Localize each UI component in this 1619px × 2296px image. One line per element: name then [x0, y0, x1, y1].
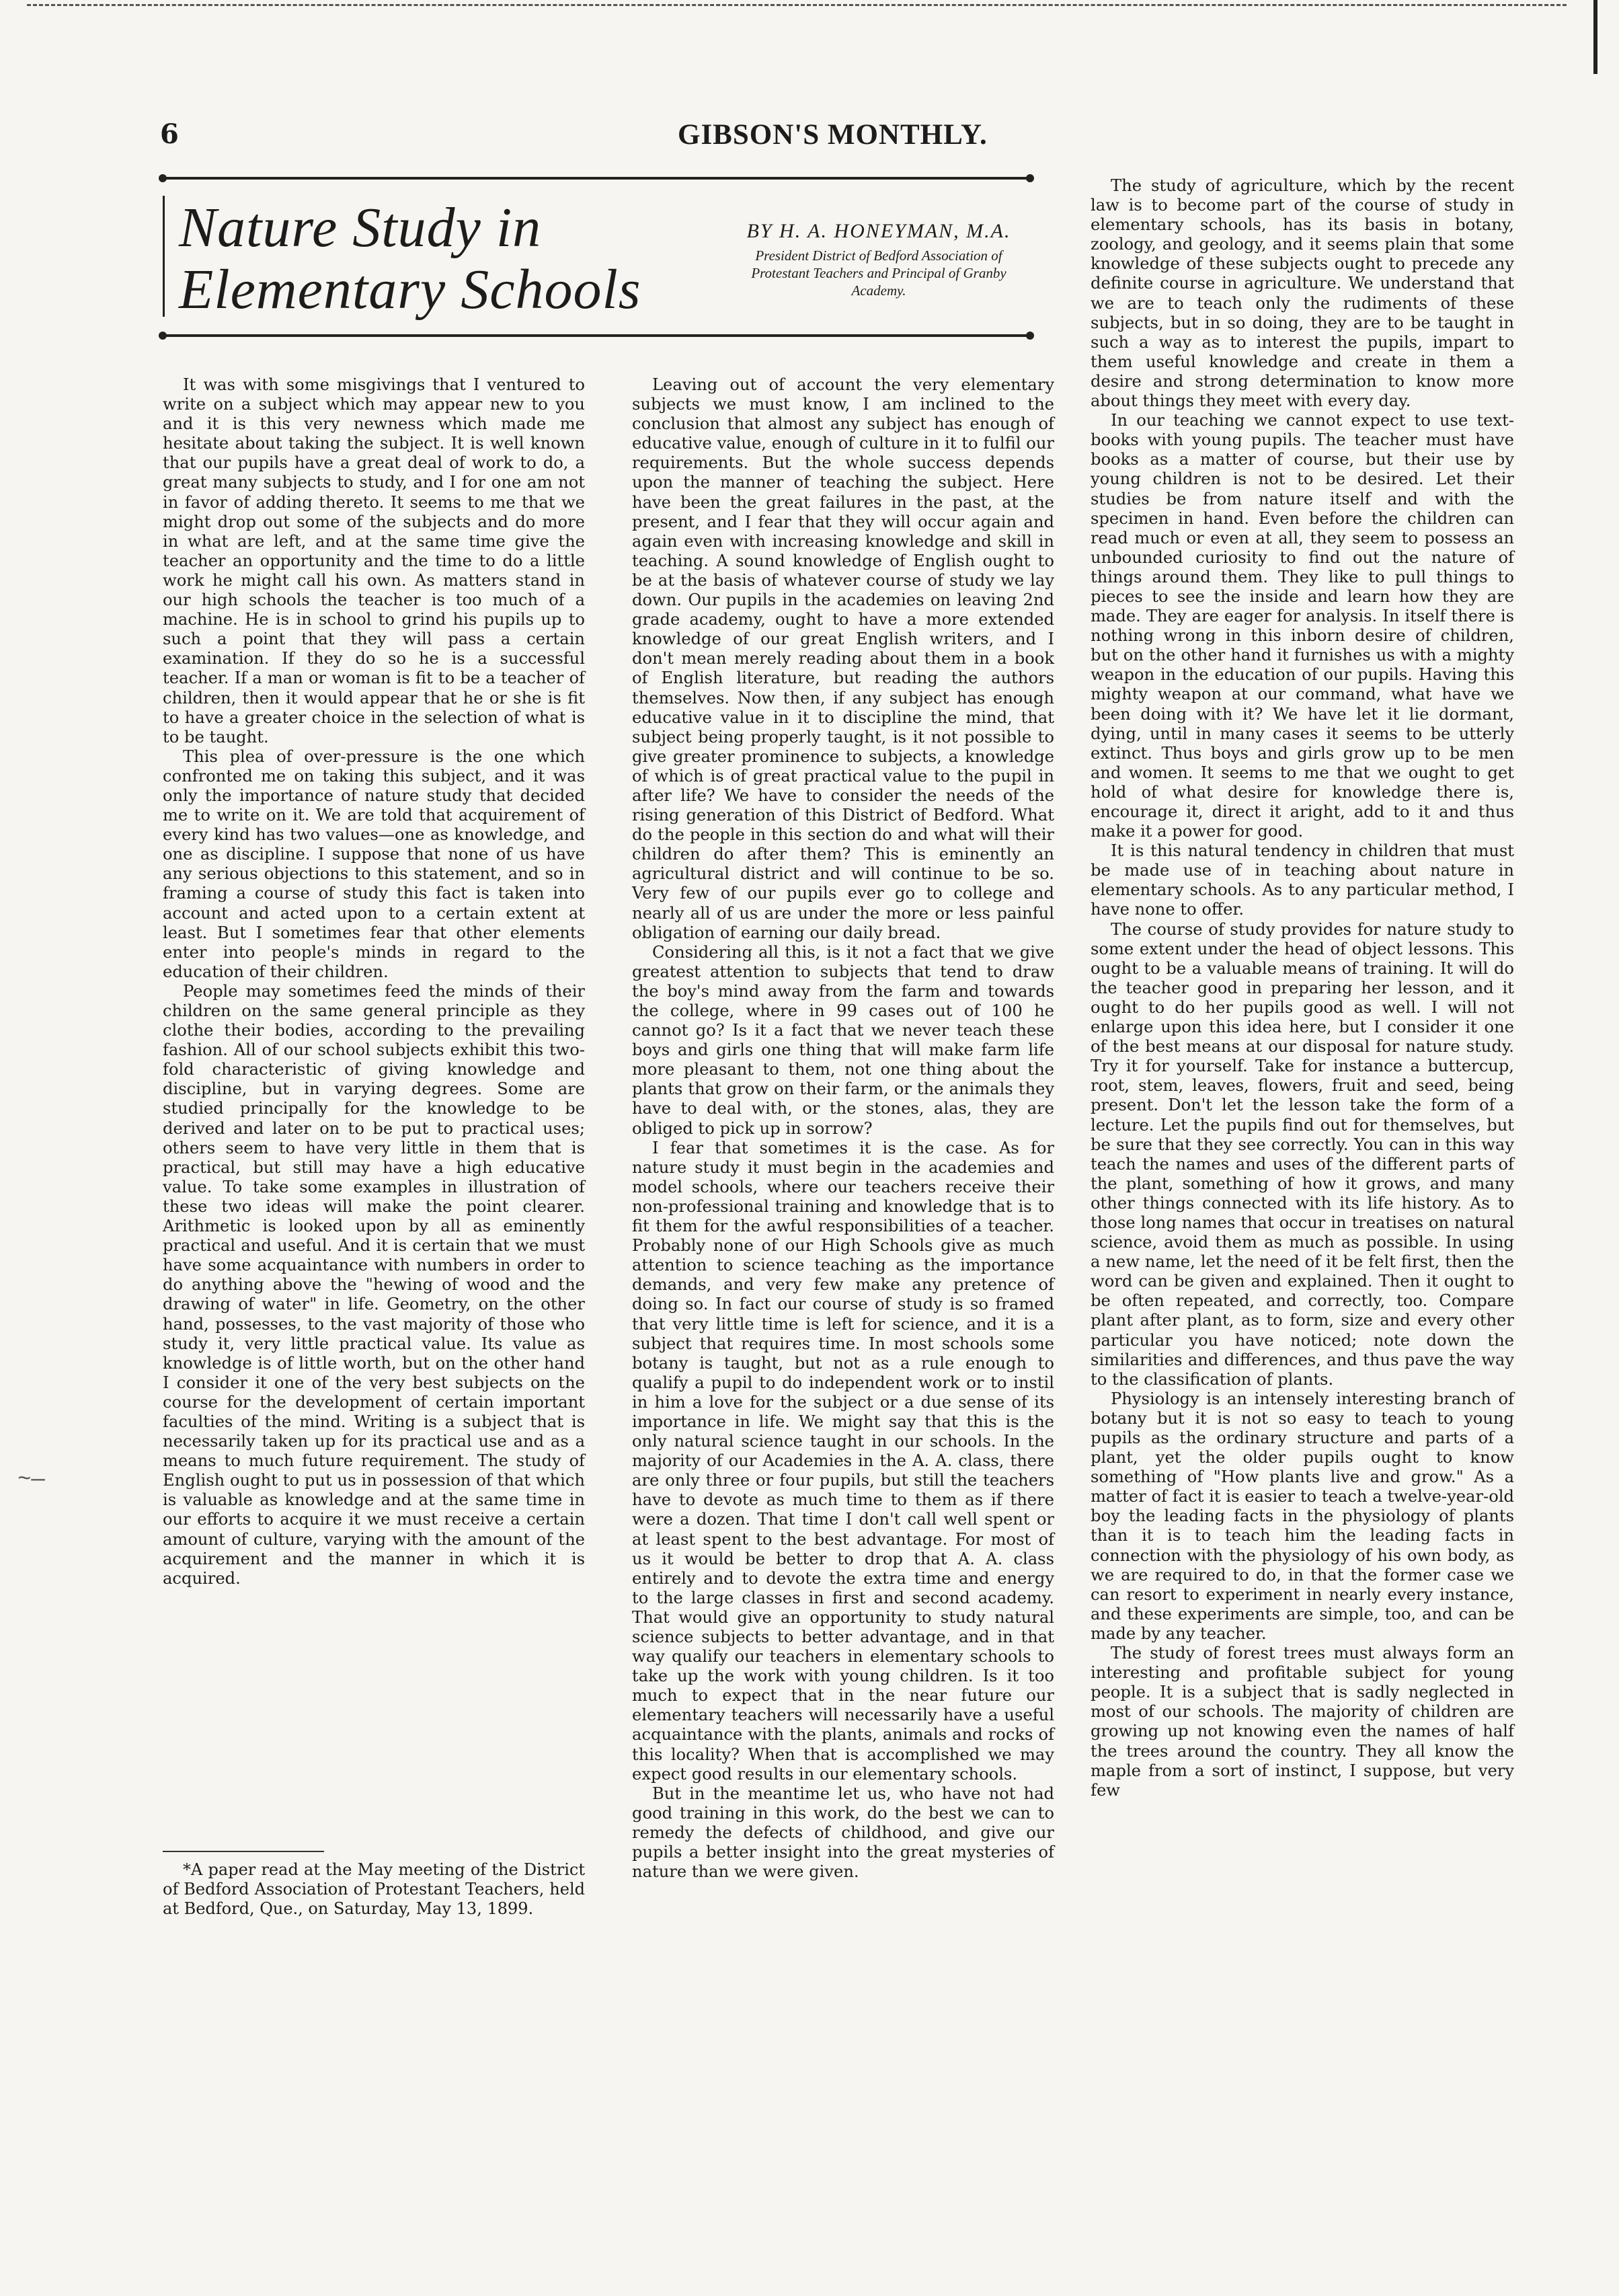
running-head: GIBSON'S MONTHLY. — [678, 119, 988, 151]
paragraph: People may sometimes feed the minds of their children on the same general principle as they clothe their bodies, according to the prevailing fashion. All of our school subjects exhibit this two-fold characteristic of giving knowledge and discipline, but in varying degrees. Some are studied principally for the knowledge to be derived and later on to be put to practical uses; others seem to have very little in them that is practical, but still may have a high educative value. To take some examples in illustration of these two ideas will make the point clearer. Arithmetic is looked upon by all as eminently practical and useful. And it is certain that we must have some acquaintance with numbers in order to do anything above the "hewing of wood and the drawing of water" in life. Geometry, on the other hand, possesses, to the vast majority of those who study it, very little practical value. Its value as knowledge is of little worth, but on the other hand I consider it one of the very best subjects on the course for the development of certain important faculties of the mind. Writing is a subject that is necessarily taken up for its practical use and as a means to much future requirement. The study of English ought to put us in possession of that which is valuable as knowledge and at the same time in our efforts to acquire it we must receive a certain amount of culture, varying with the amount of the acquirement and the manner in which it is acquired. — [163, 981, 585, 1588]
scan-corner-artifact — [1593, 0, 1597, 74]
footnote — [163, 1860, 585, 1919]
footnote-text: *A paper read at the May meeting of the District of Bedford Association of Protestant Teachers, held at Bedford, Que., on Saturday, May 13, 1899. — [163, 1860, 585, 1918]
paragraph: Considering all this, is it not a fact that we give greatest attention to subjects that tend to draw the boy's mind away from the farm and towards the college, where in 99 cases out of 100 he cannot go? Is it a fact that we never teach these boys and girls one thing that will make farm life more pleasant to them, not one thing about the plants that grow on their farm, or the animals they have to deal with, or the stones, alas, they are obliged to pick up in sorrow? — [632, 942, 1054, 1138]
byline-affiliation: President District of Bedford Association of Protestant Teachers and Principal of Granby Academy. — [751, 247, 1006, 299]
ornament-dot — [1026, 332, 1034, 340]
paragraph: It was with some misgivings that I ventured to write on a subject which may appear new to you and it is this very newness which made me hesitate about taking the subject. It is well known that our pupils have a great deal of work to do, a great many subjects to study, and I for one am not in favor of adding thereto. It seems to me that we might drop out some of the subjects and do more in what are left, and at the same time give the teacher an opportunity and the time to do a little work he might call his own. As matters stand in our high schools the teacher is too much of a machine. He is in school to grind his pupils up to such a point that they will pass a certain examination. If they do so he is a successful teacher. If a man or woman is fit to be a teacher of children, then it would appear that he or she is fit to have a greater choice in the selection of what is to be taught. — [163, 375, 585, 747]
paragraph: In our teaching we cannot expect to use text-books with young pupils. The teacher must have books as a matter of course, but their use by young children is not to be desired. Let their studies be from nature itself and with the specimen in hand. Even before the children can read much or even at all, they seem to possess an unbounded curiosity to find out the nature of things around them. They like to pull things to pieces to see the inside and learn how they are made. They are eager for analysis. In itself there is nothing wrong in this inborn desire of children, but on the other hand it furnishes us with a mighty weapon in the education of our pupils. Having this mighty weapon at our command, what have we been doing with it? We have let it lie dormant, dying, until in many cases it seems to be utterly extinct. Thus boys and girls grow up to be men and women. It seems to me that we ought to get hold of what desire for knowledge there is, encourage it, direct it aright, add to it and thus make it a power for good. — [1091, 411, 1514, 841]
paragraph: I fear that sometimes it is the case. As for nature study it must begin in the academies and model schools, where our teachers receive their non-professional training and knowledge that is to fit them for the awful responsibilities of a teacher. Probably none of our High Schools give as much attention to science teaching as the importance demands, and very few make any pretence of doing so. In fact our course of study is so framed that very little time is left for science, and it is a subject that requires time. In most schools some botany is taught, but not as a rule enough to qualify a pupil to do independent work or to instil in him a love for the subject or a due sense of its importance in life. We might say that this is the only natural science taught in our schools. In the majority of our Academies in the A. A. class, there are only three or four pupils, but still the teachers have to devote as much time to them as if there were a dozen. That time I don't call well spent or at least spent to the best advantage. For most of us it would be better to drop that A. A. class entirely and to devote the extra time and energy to the large classes in first and second academy. That would give an opportunity to study natural science subjects to better advantage, and in that way qualify our teachers in elementary schools to take up the work with young children. Is it too much to expect that in the near future our elementary teachers will necessarily have a useful acquaintance with the plants, animals and rocks of this locality? When that is accomplished we may expect good results in our elementary schools. — [632, 1138, 1054, 1784]
page-number: 6 — [160, 118, 179, 150]
text-column-1 — [163, 375, 585, 1589]
ornament-dot — [159, 174, 167, 182]
paragraph: This plea of over-pressure is the one which confronted me on taking this subject, and it was only the importance of nature study that decided me to write on it. We are told that acquirement of every kind has two values—one as knowledge, and one as discipline. I suppose that none of us have any serious objections to this statement, and so in framing a course of study this fact is taken into account and acted upon to a certain extent at least. But I sometimes fear that other elements enter into people's minds in regard to the education of their children. — [163, 747, 585, 981]
paragraph: It is this natural tendency in children that must be made use of in teaching about nature in elementary schools. As to any particular method, I have none to offer. — [1091, 841, 1514, 919]
paragraph: The study of forest trees must always form an interesting and profitable subject for young people. It is a subject that is sadly neglected in most of our schools. The majority of children are growing up not knowing even the names of half the trees around the country. They all know the maple from a sort of instinct, I suppose, but very few — [1091, 1644, 1514, 1800]
byline-author: BY H. A. HONEYMAN, M.A. — [746, 220, 1011, 242]
paragraph: The course of study provides for nature study to some extent under the head of object lessons. This ought to be a valuable means of training. It will do the teacher good in preparing her lesson, and it ought to do her pupils good as well. I will not enlarge upon this idea here, but I consider it one of the best means at our disposal for nature study. Try it for yourself. Take for instance a buttercup, root, stem, leaves, flowers, fruit and seed, being present. Don't let the lesson take the form of a lecture. Let the pupils find out for themselves, but be sure that they see correctly. You can in this way teach the names and uses of the different parts of the plant, something of how it grows, and many other things connected with its life history. As to those long names that occur in treatises on natural science, avoid them as much as possible. In using a new name, let the need of it be felt first, then the word can be given and explained. Then it ought to be often repeated, and correctly, too. Compare plant after plant, as to form, size and every other particular you have noticed; note down the similarities and differences, and thus pave the way to the classification of plants. — [1091, 919, 1514, 1389]
text-column-3 — [1091, 176, 1514, 1800]
scan-edge-artifact — [27, 4, 1567, 9]
paragraph: Leaving out of account the very elementary subjects we must know, I am inclined to the conclusion that almost any subject has enough of educative value, enough of culture in it to fulfil our requirements. But the whole success depends upon the manner of teaching the subject. Here have been the great failures in the past, at the present, and I fear that they will occur again and again even with increasing knowledge and skill in teaching. A sound knowledge of English ought to be at the basis of whatever course of study we lay down. Our pupils in the academies on leaving 2nd grade academy, ought to have a more extended knowledge of our great English writers, and I don't mean merely reading about them in a book of English literature, but reading the authors themselves. Now then, if any subject has enough educative value in it to discipline the mind, that subject being properly taught, is it not possible to give greater prominence to subjects, a knowledge of which is of great practical value to the pupil in after life? We have to consider the needs of the rising generation of this District of Bedford. What do the people in this section do and what will their children do after them? This is eminently an agricultural district and will continue to be so. Very few of our pupils ever go to college and nearly all of us are under the more or less painful obligation of earning our daily bread. — [632, 375, 1054, 942]
text-column-2 — [632, 375, 1054, 1882]
article-title: Nature Study in Elementary Schools — [179, 196, 641, 321]
paragraph: The study of agriculture, which by the recent law is to become part of the course of study in elementary schools, has its basis in botany, zoology, and geology, and it seems plain that some knowledge of these subjects ought to precede any definite course in agriculture. We understand that we are to teach only the rudiments of these subjects, but in so doing, they are to be taught in such a way as to interest the pupils, impart to them useful knowledge and create in them a desire and strong determination to know more about things they meet with every day. — [1091, 176, 1514, 411]
title-box-rule — [163, 196, 165, 317]
ornament-dot — [1026, 174, 1034, 182]
paragraph: Physiology is an intensely interesting branch of botany but it is not so easy to teach to young pupils as the ordinary structure and parts of a plant, yet the older pupils ought to know something of "How plants live and grow." As a matter of fact it is easier to teach a twelve-year-old boy the leading facts in the physiology of plants than it is to teach him the leading facts in connection with the physiology of his own body, as we are required to do, in that the former case we can resort to experiment in nearly every instance, and these experiments are simple, too, and can be made by any teacher. — [1091, 1389, 1514, 1643]
margin-mark: ~— — [17, 1467, 45, 1493]
paragraph: But in the meantime let us, who have not had good training in this work, do the best we can to remedy the defects of childhood, and give our pupils a better insight into the great mysteries of nature than we were given. — [632, 1784, 1054, 1882]
title-box — [163, 177, 1030, 337]
footnote-rule — [163, 1851, 324, 1852]
byline — [734, 220, 1023, 299]
ornament-dot — [159, 332, 167, 340]
